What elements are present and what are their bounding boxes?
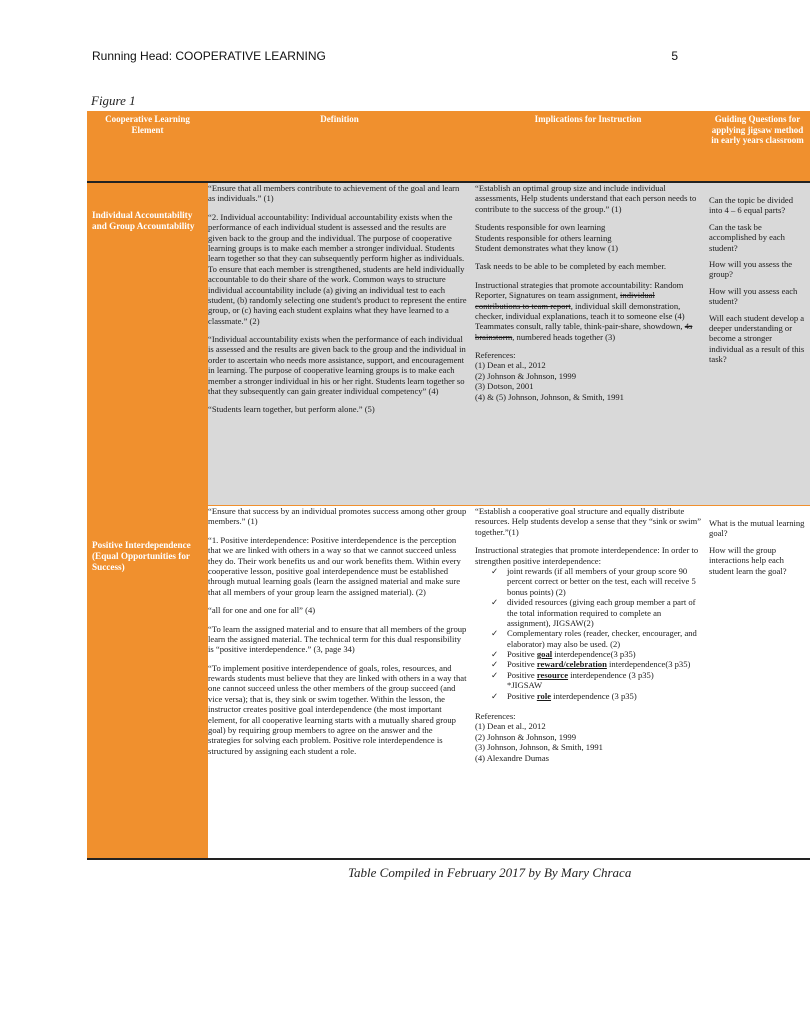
list-item-text: Complementary roles (reader, checker, encourager, and elaborator) may also be used. (2) [507,628,697,649]
element-title: Individual Accountability and Group Accountability [92,210,195,232]
check-icon: ✓ [491,628,499,639]
guiding-question: Can the task be accomplished by each student? [709,221,785,253]
list-item [491,649,701,659]
header-implications: Implications for Instruction [471,111,705,182]
running-head [92,49,682,63]
list-item-text: divided resources (giving each group member a part of the total information required to complete an assignment), JIGSAW(2) [507,597,696,628]
responsible-line: Students responsible for own learning [475,222,606,233]
list-item-text: joint rewards (if all members of your group score 90 percent correct or better on the test, each will receive 5 bonus points) (2) [507,565,696,597]
strategy-struck: 4s brainstorm [475,321,693,342]
emphasis-text: resource [536,669,569,680]
running-head-title: Running Head: COOPERATIVE LEARNING [92,49,326,63]
list-item [491,597,701,628]
definition-paragraph: “To learn the assigned material and to ensure that all members of the group learn the assigned material. The technical term for this dual responsibility is “positive interdependence.” (3, page 34) [208,623,467,655]
definition-paragraph: “1. Positive interdependence: Positive interdependence is the perception that we are linked with others in a way so that we cannot succeed unless they do. Their work benefits us and our work benefits them. Within every cooperative lesson, positive goal interdependence must be established through mutual learning goals (learn the assigned material and make sure that all members of your group learn the assigned material). (2) [208,534,461,597]
definition-paragraph: “Individual accountability exists when the performance of each individual is assessed and the results are given back to the group and the individual in order to ascertain who needs more assistance, support, and encouragement in learning. The purpose of cooperative learning groups is to make each member a stronger individual in his or her right. Students learn together so that they subsequently can gain greater individual competency” (4) [208,334,466,397]
accountability-strategies [475,280,701,322]
emphasis-text: role [536,690,552,701]
check-icon: ✓ [491,669,499,680]
implications-intro: “Establish an optimal group size and include individual assessments, Help students understand that each person needs to contribute to the success of the group.” (1) [475,183,697,214]
strategy-text: , numbered heads together (3) [512,331,616,342]
definition-paragraph: “Ensure that all members contribute to achievement of the goal and learn as individuals.” (1) [208,183,460,204]
list-item-text: Positive [507,669,537,680]
definition-cell [208,182,471,506]
task-note: Task needs to be able to be completed by each member. [475,261,667,272]
definition-paragraph: “Students learn together, but perform alone.” (5) [208,404,375,415]
check-icon: ✓ [491,649,499,660]
reference-item: (4) & (5) Johnson, Johnson, & Smith, 1991 [475,391,624,402]
list-item-text: Positive [507,690,537,701]
cooperative-learning-table [87,111,810,860]
page-number: 5 [671,49,678,63]
reference-item: (4) Alexandre Dumas [475,752,549,763]
questions-cell [705,182,810,506]
responsible-line: Students responsible for others learning [475,232,612,243]
guiding-question: Can the topic be divided into 4 – 6 equal parts? [709,195,794,216]
strategy-text: , individual skill demonstration, checker, individual explanations, teach it to someone else (4) [475,300,685,321]
interdependence-strategies: Instructional strategies that promote interdependence: In order to strengthen positive interdependence: [475,545,699,566]
check-icon: ✓ [491,597,499,608]
responsible-line: Student demonstrates what they know (1) [475,242,618,253]
list-item-text: interdependence(3 p35) [552,649,636,660]
header-definition: Definition [208,111,471,182]
list-item [491,670,701,691]
check-icon: ✓ [491,565,499,576]
header-element: Cooperative Learning Element [87,111,208,182]
questions-cell [705,506,810,860]
figure-label: Figure 1 [91,93,136,108]
element-cell [87,182,208,506]
check-icon: ✓ [491,659,499,670]
list-item-text: interdependence (3 p35) [568,669,654,680]
consult-strategies [475,321,701,342]
list-item [491,691,701,701]
list-item [491,566,701,597]
list-item-text: interdependence(3 p35) [606,659,691,670]
list-item [491,628,701,649]
reference-item: (1) Dean et al., 2012 [475,360,546,371]
definition-paragraph: “all for one and one for all” (4) [208,605,316,616]
definition-paragraph: “To implement positive interdependence of goals, roles, resources, and rewards students must believe that they are linked with others in a way that one cannot succeed unless the other members of the group succeed (and vice versa); that is, they sink or swim together. Within the lesson, the instructor creates positive goal interdependence (the most important element, for all cooperative learning starts with a mutually shared group goal) by requiring group members to agree on the answer and the strategies for solving each problem. Positive role interdependence is structured by assigning each student a role. [208,662,467,756]
list-item-text: Positive [507,649,537,660]
reference-item: (3) Johnson, Johnson, & Smith, 1991 [475,742,603,753]
guiding-question: How will you assess the group? [709,258,793,280]
reference-item: (2) Johnson & Johnson, 1999 [475,731,576,742]
emphasis-text: goal [536,649,553,660]
table-header-row [87,111,810,182]
reference-item: (1) Dean et al., 2012 [475,721,546,732]
element-title: Positive Interdependence (Equal Opportunities for Success) [92,540,191,573]
definition-paragraph: “Ensure that success by an individual promotes success among other group members.” (1) [208,506,467,527]
table-row [87,182,810,506]
reference-item: (3) Dotson, 2001 [475,381,534,392]
implications-cell [471,506,705,860]
check-list [491,566,701,701]
header-questions: Guiding Questions for applying jigsaw method in early years classroom [705,111,810,182]
emphasis-text: reward/celebration [536,659,607,670]
guiding-question: How will the group interactions help each student learn the goal? [709,544,787,576]
element-cell [87,506,208,860]
strategy-text: Instructional strategies that promote accountability: Random Reporter, Signatures on team assignment, [475,279,684,301]
list-item [491,659,701,669]
table-row [87,506,810,860]
jigsaw-note: *JIGSAW [507,680,543,691]
reference-item: (2) Johnson & Johnson, 1999 [475,370,576,381]
definition-paragraph: “2. Individual accountability: Individual accountability exists when the performance of each individual student is assessed and the results are given back to the group and the individual. The purpose of cooperative learning groups is to make each member a stronger individual. Students learn together so that they can subsequently perform higher as individuals. To ensure that each member is strengthened, students are held individually accountable to do their share of the work. Common ways to structure individual accountability include (a) giving an individual test to each student, (b) randomly selecting one student's product to represent the entire group, or (c) having each student explains what they have learned to a classmate.” (2) [208,211,467,326]
references-label: References: [475,711,516,722]
implications-cell [471,182,705,506]
implications-intro: “Establish a cooperative goal structure and equally distribute resources. Help students develop a sense that they “sink or swim” together.”(1) [475,506,702,537]
list-item-text: Positive [507,659,537,670]
references-label: References: [475,350,516,361]
guiding-question: What is the mutual learning goal? [709,518,805,539]
definition-cell [208,506,471,860]
guiding-question: Will each student develop a deeper understanding or become a stronger individual as a result of this task? [709,312,805,365]
check-icon: ✓ [491,690,499,701]
list-item-text: interdependence (3 p35) [551,690,637,701]
guiding-question: How will you assess each student? [709,285,798,307]
strategy-struck: individual contributions to team report [475,290,655,311]
table-caption: Table Compiled in February 2017 by By Mary Chraca [348,865,632,880]
strategy-text: Teammates consult, rally table, think-pair-share, showdown, [475,321,683,332]
